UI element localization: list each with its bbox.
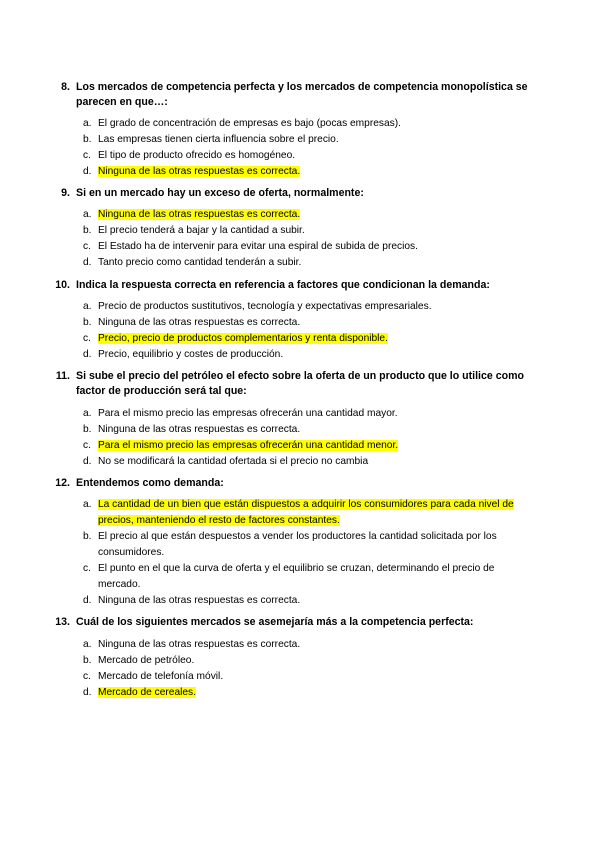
option-text: El Estado ha de intervenir para evitar una espiral de subida de precios.: [98, 241, 418, 252]
option-letter: b.: [83, 317, 92, 328]
option-text: El grado de concentración de empresas es bajo (pocas empresas).: [98, 118, 401, 129]
option-letter: a.: [83, 209, 92, 220]
question-text: Indica la respuesta correcta en referencia a factores que condicionan la demanda:: [76, 279, 490, 291]
option-letter: c.: [83, 563, 91, 574]
option-letter: a.: [83, 639, 92, 650]
option-text: Mercado de telefonía móvil.: [98, 671, 224, 682]
question-text: Los mercados de competencia perfecta y los mercados de competencia monopolística se parecen en que…:: [76, 81, 528, 108]
question-text: Si en un mercado hay un exceso de oferta, normalmente:: [76, 187, 364, 199]
option-text: Precio de productos sustitutivos, tecnología y expectativas empresariales.: [98, 301, 432, 312]
option-text-highlighted: Ninguna de las otras respuestas es correcta.: [98, 209, 301, 220]
option-letter: c.: [83, 241, 91, 252]
option-letter: d.: [83, 687, 92, 698]
question-number: 10.: [55, 279, 70, 291]
question-number: 9.: [61, 187, 70, 199]
option-text: El precio tenderá a bajar y la cantidad a subir.: [98, 225, 305, 236]
option-text: Ninguna de las otras respuestas es correcta.: [98, 595, 301, 606]
option-letter: d.: [83, 456, 92, 467]
option-text: Mercado de petróleo.: [98, 655, 195, 666]
option-letter: b.: [83, 225, 92, 236]
option-letter: d.: [83, 349, 92, 360]
option-text: No se modificará la cantidad ofertada si el precio no cambia: [98, 456, 369, 467]
option-letter: c.: [83, 150, 91, 161]
option-letter: a.: [83, 118, 92, 129]
option-text: El precio al que están despuestos a vender los productores la cantidad solicitada por los consumidores.: [98, 531, 497, 558]
option-text-highlighted: Mercado de cereales.: [98, 687, 196, 698]
option-letter: b.: [83, 424, 92, 435]
question-text: Entendemos como demanda:: [76, 477, 224, 489]
option-text: Ninguna de las otras respuestas es correcta.: [98, 639, 301, 650]
option-text: Para el mismo precio las empresas ofrecerán una cantidad mayor.: [98, 408, 398, 419]
option-letter: d.: [83, 257, 92, 268]
option-text: El tipo de producto ofrecido es homogéneo.: [98, 150, 296, 161]
option-letter: a.: [83, 499, 92, 510]
option-letter: a.: [83, 408, 92, 419]
option-letter: c.: [83, 440, 91, 451]
question-number: 13.: [55, 616, 70, 628]
option-letter: a.: [83, 301, 92, 312]
option-text: Precio, equilibrio y costes de producción.: [98, 349, 284, 360]
option-text: Ninguna de las otras respuestas es correcta.: [98, 317, 301, 328]
question-number: 8.: [61, 81, 70, 93]
question-number: 11.: [55, 370, 70, 382]
option-letter: b.: [83, 134, 92, 145]
option-letter: d.: [83, 595, 92, 606]
option-letter: c.: [83, 671, 91, 682]
option-letter: b.: [83, 655, 92, 666]
question-number: 12.: [55, 477, 70, 489]
option-letter: c.: [83, 333, 91, 344]
option-text: El punto en el que la curva de oferta y el equilibrio se cruzan, determinando el precio de mercado.: [98, 563, 495, 590]
option-text: Las empresas tienen cierta influencia sobre el precio.: [98, 134, 339, 145]
option-text: Ninguna de las otras respuestas es correcta.: [98, 424, 301, 435]
option-text: Tanto precio como cantidad tenderán a subir.: [98, 257, 302, 268]
option-text-highlighted: Precio, precio de productos complementarios y renta disponible.: [98, 333, 388, 344]
question-text: Cuál de los siguientes mercados se asemejaría más a la competencia perfecta:: [76, 616, 474, 628]
option-text-highlighted: Para el mismo precio las empresas ofrecerán una cantidad menor.: [98, 440, 399, 451]
option-letter: b.: [83, 531, 92, 542]
option-text-highlighted: Ninguna de las otras respuestas es correcta.: [98, 166, 301, 177]
option-text-highlighted: La cantidad de un bien que están dispuestos a adquirir los consumidores para cada nivel de precios, manteniendo el resto de factores constantes.: [98, 499, 514, 526]
question-text: Si sube el precio del petróleo el efecto sobre la oferta de un producto que lo utilice como factor de producción será tal que:: [76, 370, 524, 397]
option-letter: d.: [83, 166, 92, 177]
